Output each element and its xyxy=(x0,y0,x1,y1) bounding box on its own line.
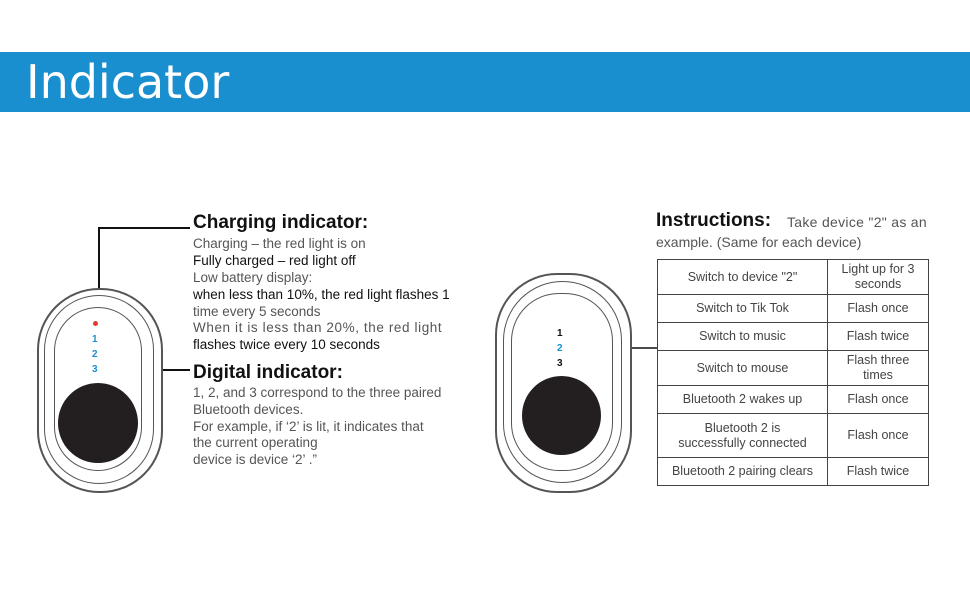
charging-heading: Charging indicator: xyxy=(193,212,369,233)
table-cell-action: Bluetooth 2 is successfully connected xyxy=(658,414,828,458)
table-cell-light: Flash twice xyxy=(828,458,929,486)
charging-line-1: Charging – the red light is on xyxy=(193,236,366,251)
table-cell-action: Switch to mouse xyxy=(658,351,828,386)
table-row xyxy=(658,414,929,458)
right-device-button xyxy=(522,376,601,455)
charging-line-5: time every 5 seconds xyxy=(193,304,321,319)
table-row xyxy=(658,260,929,295)
charging-line-3: Low battery display: xyxy=(193,270,313,285)
table-row xyxy=(658,351,929,386)
page-title: Indicator xyxy=(26,55,230,109)
table-cell-light: Flash once xyxy=(828,386,929,414)
table-cell-action: Bluetooth 2 pairing clears xyxy=(658,458,828,486)
table-cell-action: Switch to music xyxy=(658,323,828,351)
digital-line-5: device is device ‘2’ .” xyxy=(193,452,318,467)
digit-1-label: 1 xyxy=(92,334,98,345)
table-cell-light: Flash once xyxy=(828,295,929,323)
charging-line-2: Fully charged – red light off xyxy=(193,253,356,268)
table-cell-light: Flash twice xyxy=(828,323,929,351)
charging-line-7: flashes twice every 10 seconds xyxy=(193,337,380,352)
charging-line-6: When it is less than 20%, the red light xyxy=(193,320,443,335)
instructions-intro-1: Take device "2" as an xyxy=(787,214,927,230)
digital-line-2: Bluetooth devices. xyxy=(193,402,304,417)
charging-line-4: when less than 10%, the red light flashes 1 xyxy=(193,287,450,302)
table-cell-light: Light up for 3 seconds xyxy=(828,260,929,295)
right-digit-1-label: 1 xyxy=(557,328,563,339)
digital-line-3: For example, if ‘2’ is lit, it indicates that xyxy=(193,419,424,434)
table-row xyxy=(658,323,929,351)
digital-line-1: 1, 2, and 3 correspond to the three paired xyxy=(193,385,442,400)
digital-heading: Digital indicator: xyxy=(193,362,343,383)
digit-2-label: 2 xyxy=(92,349,98,360)
right-digit-3-label: 3 xyxy=(557,358,563,369)
table-row xyxy=(658,295,929,323)
digit-3-label: 3 xyxy=(92,364,98,375)
right-digit-2-label: 2 xyxy=(557,343,563,354)
digital-line-4: the current operating xyxy=(193,435,318,450)
red-indicator-light xyxy=(93,321,98,326)
table-cell-light: Flash three times xyxy=(828,351,929,386)
table-cell-action: Switch to Tik Tok xyxy=(658,295,828,323)
table-row xyxy=(658,458,929,486)
instructions-table xyxy=(657,259,929,486)
device-button xyxy=(58,383,138,463)
instructions-intro-2: example. (Same for each device) xyxy=(656,234,862,250)
table-cell-light: Flash once xyxy=(828,414,929,458)
table-cell-action: Bluetooth 2 wakes up xyxy=(658,386,828,414)
table-cell-action: Switch to device "2" xyxy=(658,260,828,295)
instructions-heading: Instructions: xyxy=(656,210,772,231)
table-row xyxy=(658,386,929,414)
